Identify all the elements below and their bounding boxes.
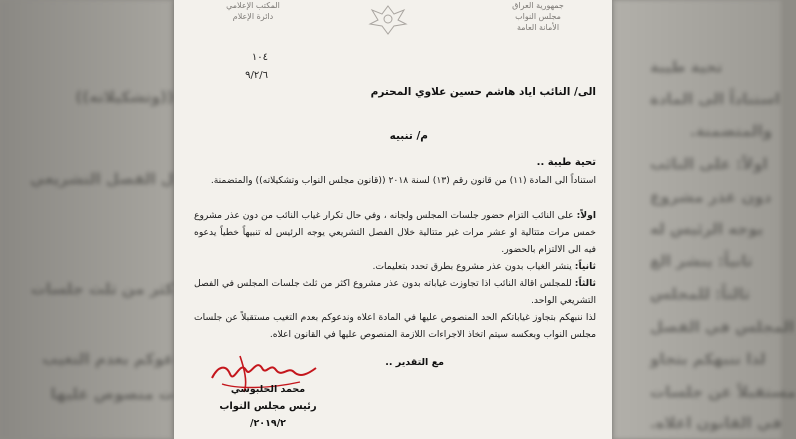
reference-number <box>208 52 268 63</box>
letterhead-line: جمهورية العراق <box>512 1 564 10</box>
paragraph-first <box>194 207 596 258</box>
bg-right-line: والمتضمنة. <box>690 122 773 140</box>
signer-title: رئيس مجلس النواب <box>219 401 317 412</box>
closing-phrase: مع التقدير .. <box>385 357 444 368</box>
clause-label: اولاً: <box>576 210 596 221</box>
bg-left-line: عوكم بعدم التغيب <box>42 350 174 368</box>
bg-right-line: المجلس في الفصل <box>650 318 795 336</box>
background-right <box>610 0 796 439</box>
bg-right-line: ثانياً: ينشر الغ <box>650 252 753 270</box>
eagle-emblem-icon <box>364 2 412 36</box>
bg-right-line: استناداً الى المادة <box>650 90 781 108</box>
letterhead-line: مجلس النواب <box>515 12 561 21</box>
signature-date: ٢٠١٩/٢/ <box>250 418 286 429</box>
reference-number-value: ١٠٤ <box>251 52 268 63</box>
reference-date <box>208 70 268 81</box>
clause-text: على النائب التزام حضور جلسات المجلس ولجانه ، وفي حال تكرار غياب النائب من دون عذر مشروع خمس مرات متتالية او عشر مرات غير متتالية خلال الفصل التشريعي يوجه الرئيس له تنبيهاً خطياً يدعوه فيه الى الالتزام بالحضور. <box>194 210 596 255</box>
bg-right-line: لذا ننبهكم بتجاو <box>650 350 766 368</box>
letterhead-line: الأمانة العامة <box>516 23 560 32</box>
letterhead-line: دائرة الإعلام <box>232 12 274 21</box>
bg-right-line: اولاً: على النائب <box>650 155 768 173</box>
reference-date-value: ٩/٢/٦ <box>245 70 268 81</box>
letterhead-left <box>198 0 308 38</box>
paragraph-intro: استناداً الى المادة (١١) من قانون رقم (١٣) لسنة ٢٠١٨ ((قانون مجلس النواب وتشكيلاته)) والمتضمنة. <box>210 175 596 186</box>
bg-left-line: ((وتشكيلاته)) <box>75 88 174 106</box>
clause-label: ثانياً: <box>574 261 596 272</box>
background-left <box>0 0 176 439</box>
bg-left-line: كثر من ثلث جلسات <box>30 280 174 298</box>
bg-right-line: دون عذر مشروع <box>650 188 772 206</box>
bg-left-line: ت منصوص عليها <box>50 385 174 403</box>
bg-right-line: تحية طيبة <box>650 58 723 76</box>
bg-right-line: يوجه الرئيس له <box>650 220 764 238</box>
paragraph-second <box>194 258 596 275</box>
bg-right-line: في القانون اعلاه. <box>650 414 782 432</box>
subject-line: م/ تنبيه <box>389 130 428 142</box>
greeting: تحية طيبة .. <box>536 157 596 168</box>
clause-label: ثالثاً: <box>574 278 596 289</box>
letterhead-line: المكتب الإعلامي <box>226 1 280 10</box>
addressee: الى/ النائب اياد هاشم حسين علاوي المحترم <box>370 86 596 98</box>
bg-left-line: ل الفصل التشريعي <box>30 170 174 188</box>
clause-text: للمجلس اقالة النائب اذا تجاوزت غياباته بدون عذر مشروع اكثر من ثلث جلسات المجلس في الفصل التشريعي الواحد. <box>194 278 596 306</box>
bg-right-line: مستقبلاً عن جلسات <box>650 383 796 401</box>
signer-name: محمد الحلبوسي <box>230 384 306 395</box>
clause-text: ينشر الغياب بدون عذر مشروع بطرق تحدد بتعليمات. <box>372 261 575 272</box>
bg-right-line: ثالثاً: للمجلس <box>650 285 750 303</box>
letterhead-right <box>478 0 598 38</box>
paragraph-conclusion: لذا ننبهكم بتجاوز غياباتكم الحد المنصوص عليها في المادة اعلاه وندعوكم بعدم التغيب مستقبلاً عن جلسات مجلس النواب وبعكسه سيتم اتخاذ الاجراءات اللازمة المنصوص عليها في القانون اعلاه. <box>194 312 596 340</box>
official-letter <box>174 0 612 439</box>
paragraph-third <box>194 275 596 309</box>
